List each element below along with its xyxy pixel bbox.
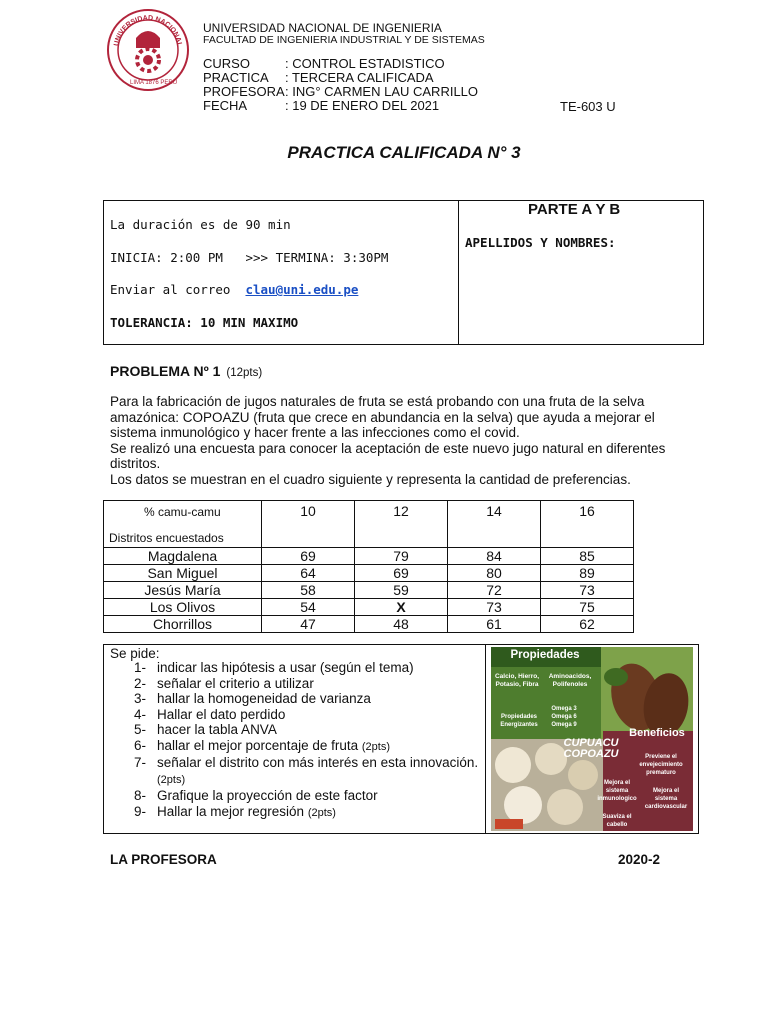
- column-header: 16: [541, 501, 634, 548]
- value-cell: 54: [262, 599, 355, 616]
- task-number: 6-: [134, 737, 147, 753]
- list-item: [134, 676, 479, 692]
- task-text: [157, 660, 414, 676]
- value-cell: 79: [355, 548, 448, 565]
- missing-value-cell: X: [355, 599, 448, 616]
- table-row: [104, 565, 634, 582]
- tasks-divider: [485, 645, 486, 833]
- value-cell: 85: [541, 548, 634, 565]
- value-cell: 80: [448, 565, 541, 582]
- value-cell: 84: [448, 548, 541, 565]
- table-corner-cell: [104, 501, 262, 548]
- value-cell: 64: [262, 565, 355, 582]
- date-value: : 19 DE ENERO DEL 2021: [285, 98, 440, 113]
- value-cell: 72: [448, 582, 541, 599]
- value-cell: 58: [262, 582, 355, 599]
- university-name: UNIVERSIDAD NACIONAL DE INGENIERIA: [203, 21, 442, 35]
- task-number: 5-: [134, 722, 147, 737]
- task-label: hacer la tabla ANVA: [157, 722, 277, 737]
- table-row: [104, 548, 634, 565]
- task-label: Grafique la proyección de este factor: [157, 788, 378, 803]
- value-cell: 61: [448, 616, 541, 633]
- list-item: [134, 660, 479, 676]
- exam-info-box: [103, 200, 704, 345]
- district-cell: Magdalena: [104, 548, 262, 565]
- value-cell: 59: [355, 582, 448, 599]
- district-cell: Jesús María: [104, 582, 262, 599]
- task-number: 4-: [134, 706, 147, 722]
- task-label: hallar el mejor porcentaje de fruta: [157, 737, 359, 753]
- task-text: [157, 738, 390, 756]
- practice-value: : TERCERA CALIFICADA: [285, 70, 434, 85]
- value-cell: 69: [262, 548, 355, 565]
- date-label: FECHA: [203, 98, 248, 113]
- task-points: (2pts): [307, 806, 336, 819]
- task-number: 7-: [134, 755, 147, 770]
- table-row: [104, 582, 634, 599]
- table-row: [104, 616, 634, 633]
- tasks-heading: Se pide:: [110, 646, 160, 661]
- poster-benefit-4: Suaviza el cabello: [602, 814, 632, 828]
- list-item: [134, 707, 479, 723]
- task-label: indicar las hipótesis a usar (según el tema): [157, 660, 414, 675]
- task-text: [157, 691, 371, 707]
- preferences-table: [103, 500, 634, 633]
- practice-label: PRACTICA: [203, 70, 269, 85]
- value-cell: 89: [541, 565, 634, 582]
- signature-label: LA PROFESORA: [110, 852, 217, 867]
- faculty-name: FACULTAD DE INGENIERIA INDUSTRIAL Y DE SISTEMAS: [203, 34, 485, 46]
- duration-text: La duración es de 90 min: [110, 217, 291, 232]
- district-cell: Los Olivos: [104, 599, 262, 616]
- task-number: 3-: [134, 691, 147, 706]
- task-points: (2pts): [157, 773, 186, 786]
- poster-benefit-1: Previene el envejecimiento prematuro: [639, 754, 683, 776]
- value-cell: 73: [541, 582, 634, 599]
- value-cell: 75: [541, 599, 634, 616]
- problem-heading: [110, 363, 262, 379]
- task-number: 8-: [134, 788, 147, 803]
- professor-label: PROFESORA: [203, 84, 285, 99]
- problem-para-1: Para la fabricación de jugos naturales de fruta se está probando con una fruta de la selva amazónica: COPOAZU (fruta que crece en abundancia en la selva) que ayuda a mejorar el sistema inmunológico y hacer frente a las infecciones como el covid.: [110, 394, 655, 440]
- date-row: [203, 99, 439, 113]
- schedule-text: INICIA: 2:00 PM >>> TERMINA: 3:30PM: [110, 250, 389, 265]
- tasks-list: [134, 660, 479, 821]
- practice-row: [203, 71, 434, 85]
- table-row: [104, 599, 634, 616]
- value-cell: 62: [541, 616, 634, 633]
- email-link[interactable]: clau@uni.edu.pe: [245, 282, 359, 297]
- header-camu: % camu-camu: [144, 505, 221, 519]
- problem-statement: [110, 394, 700, 487]
- poster-benefits: Beneficios: [629, 727, 685, 739]
- task-text: [157, 788, 378, 804]
- poster-title: Propiedades: [510, 649, 580, 661]
- district-cell: Chorrillos: [104, 616, 262, 633]
- task-label: Hallar el dato perdido: [157, 706, 286, 722]
- problem-para-2: Se realizó una encuesta para conocer la aceptación de este nuevo jugo natural en diferentes distritos.: [110, 440, 666, 471]
- value-cell: 73: [448, 599, 541, 616]
- tasks-box: [103, 644, 699, 834]
- course-label: CURSO: [203, 56, 250, 71]
- task-label: señalar el criterio a utilizar: [157, 675, 314, 691]
- svg-text:UNIVERSIDAD NACIONAL DE INGENI: UNIVERSIDAD NACIONAL: [113, 14, 183, 48]
- list-item: [134, 788, 479, 804]
- problem-para-3: Los datos se muestran en el cuadro siguiente y representa la cantidad de preferencias.: [110, 471, 631, 487]
- task-label: Hallar la mejor regresión: [157, 803, 305, 819]
- task-text: [157, 722, 277, 738]
- column-header: 10: [262, 501, 355, 548]
- university-logo: [106, 8, 190, 92]
- task-label: señalar el distrito con más interés en esta innovación.: [157, 755, 479, 770]
- column-header: 12: [355, 501, 448, 548]
- task-text: [157, 755, 479, 788]
- task-label: hallar la homogeneidad de varianza: [157, 691, 371, 706]
- task-points: (2pts): [361, 740, 390, 753]
- box-divider: [458, 201, 459, 344]
- task-number: 9-: [134, 803, 147, 819]
- column-header: 14: [448, 501, 541, 548]
- table-header-row: [104, 501, 634, 548]
- email-label: Enviar al correo: [110, 282, 231, 297]
- poster-left-list: Calcio, Hierro, Potasio, Fibra: [494, 673, 540, 688]
- poster-omega: Omega 3 Omega 6 Omega 9: [551, 706, 577, 728]
- svg-text:LIMA 1876 PERU: LIMA 1876 PERU: [130, 80, 178, 86]
- list-item: [134, 755, 479, 788]
- poster-right-list: Aminoacidos, Polifenoles: [548, 673, 592, 688]
- poster-benefit-3: Mejora el sistema cardiovascular: [644, 788, 688, 810]
- task-number: 2-: [134, 675, 147, 691]
- parte-heading: PARTE A Y B: [528, 201, 621, 218]
- problem-points: (12pts): [226, 367, 263, 379]
- problem-title: PROBLEMA Nº 1: [110, 363, 221, 379]
- copoazu-poster: [491, 647, 693, 831]
- task-text: [157, 804, 336, 822]
- course-value: : CONTROL ESTADISTICO: [285, 56, 445, 71]
- course-row: [203, 57, 445, 71]
- professor-row: [203, 85, 478, 99]
- task-text: [157, 676, 314, 692]
- period-label: 2020-2: [618, 852, 661, 867]
- value-cell: 69: [355, 565, 448, 582]
- list-item: [134, 738, 479, 756]
- poster-brand-2: COPOAZU: [563, 748, 619, 760]
- list-item: [134, 804, 479, 822]
- email-row: [110, 282, 358, 297]
- course-code: TE-603 U: [560, 99, 616, 114]
- poster-benefit-2: Mejora el sistema inmunologico: [597, 780, 637, 802]
- district-cell: San Miguel: [104, 565, 262, 582]
- value-cell: 48: [355, 616, 448, 633]
- poster-brand-1: CUPUACU: [563, 737, 619, 749]
- poster-energy-tag: Propiedades Energizantes: [500, 714, 538, 728]
- task-number: 1-: [134, 660, 147, 675]
- names-label: APELLIDOS Y NOMBRES:: [465, 235, 616, 250]
- header-districts: Distritos encuestados: [109, 531, 224, 545]
- task-text: [157, 707, 285, 723]
- value-cell: 47: [262, 616, 355, 633]
- tolerance-text: TOLERANCIA: 10 MIN MAXIMO: [110, 315, 299, 330]
- list-item: [134, 722, 479, 738]
- page-title: PRACTICA CALIFICADA N° 3: [287, 143, 521, 162]
- professor-value: : ING° CARMEN LAU CARRILLO: [285, 84, 479, 99]
- list-item: [134, 691, 479, 707]
